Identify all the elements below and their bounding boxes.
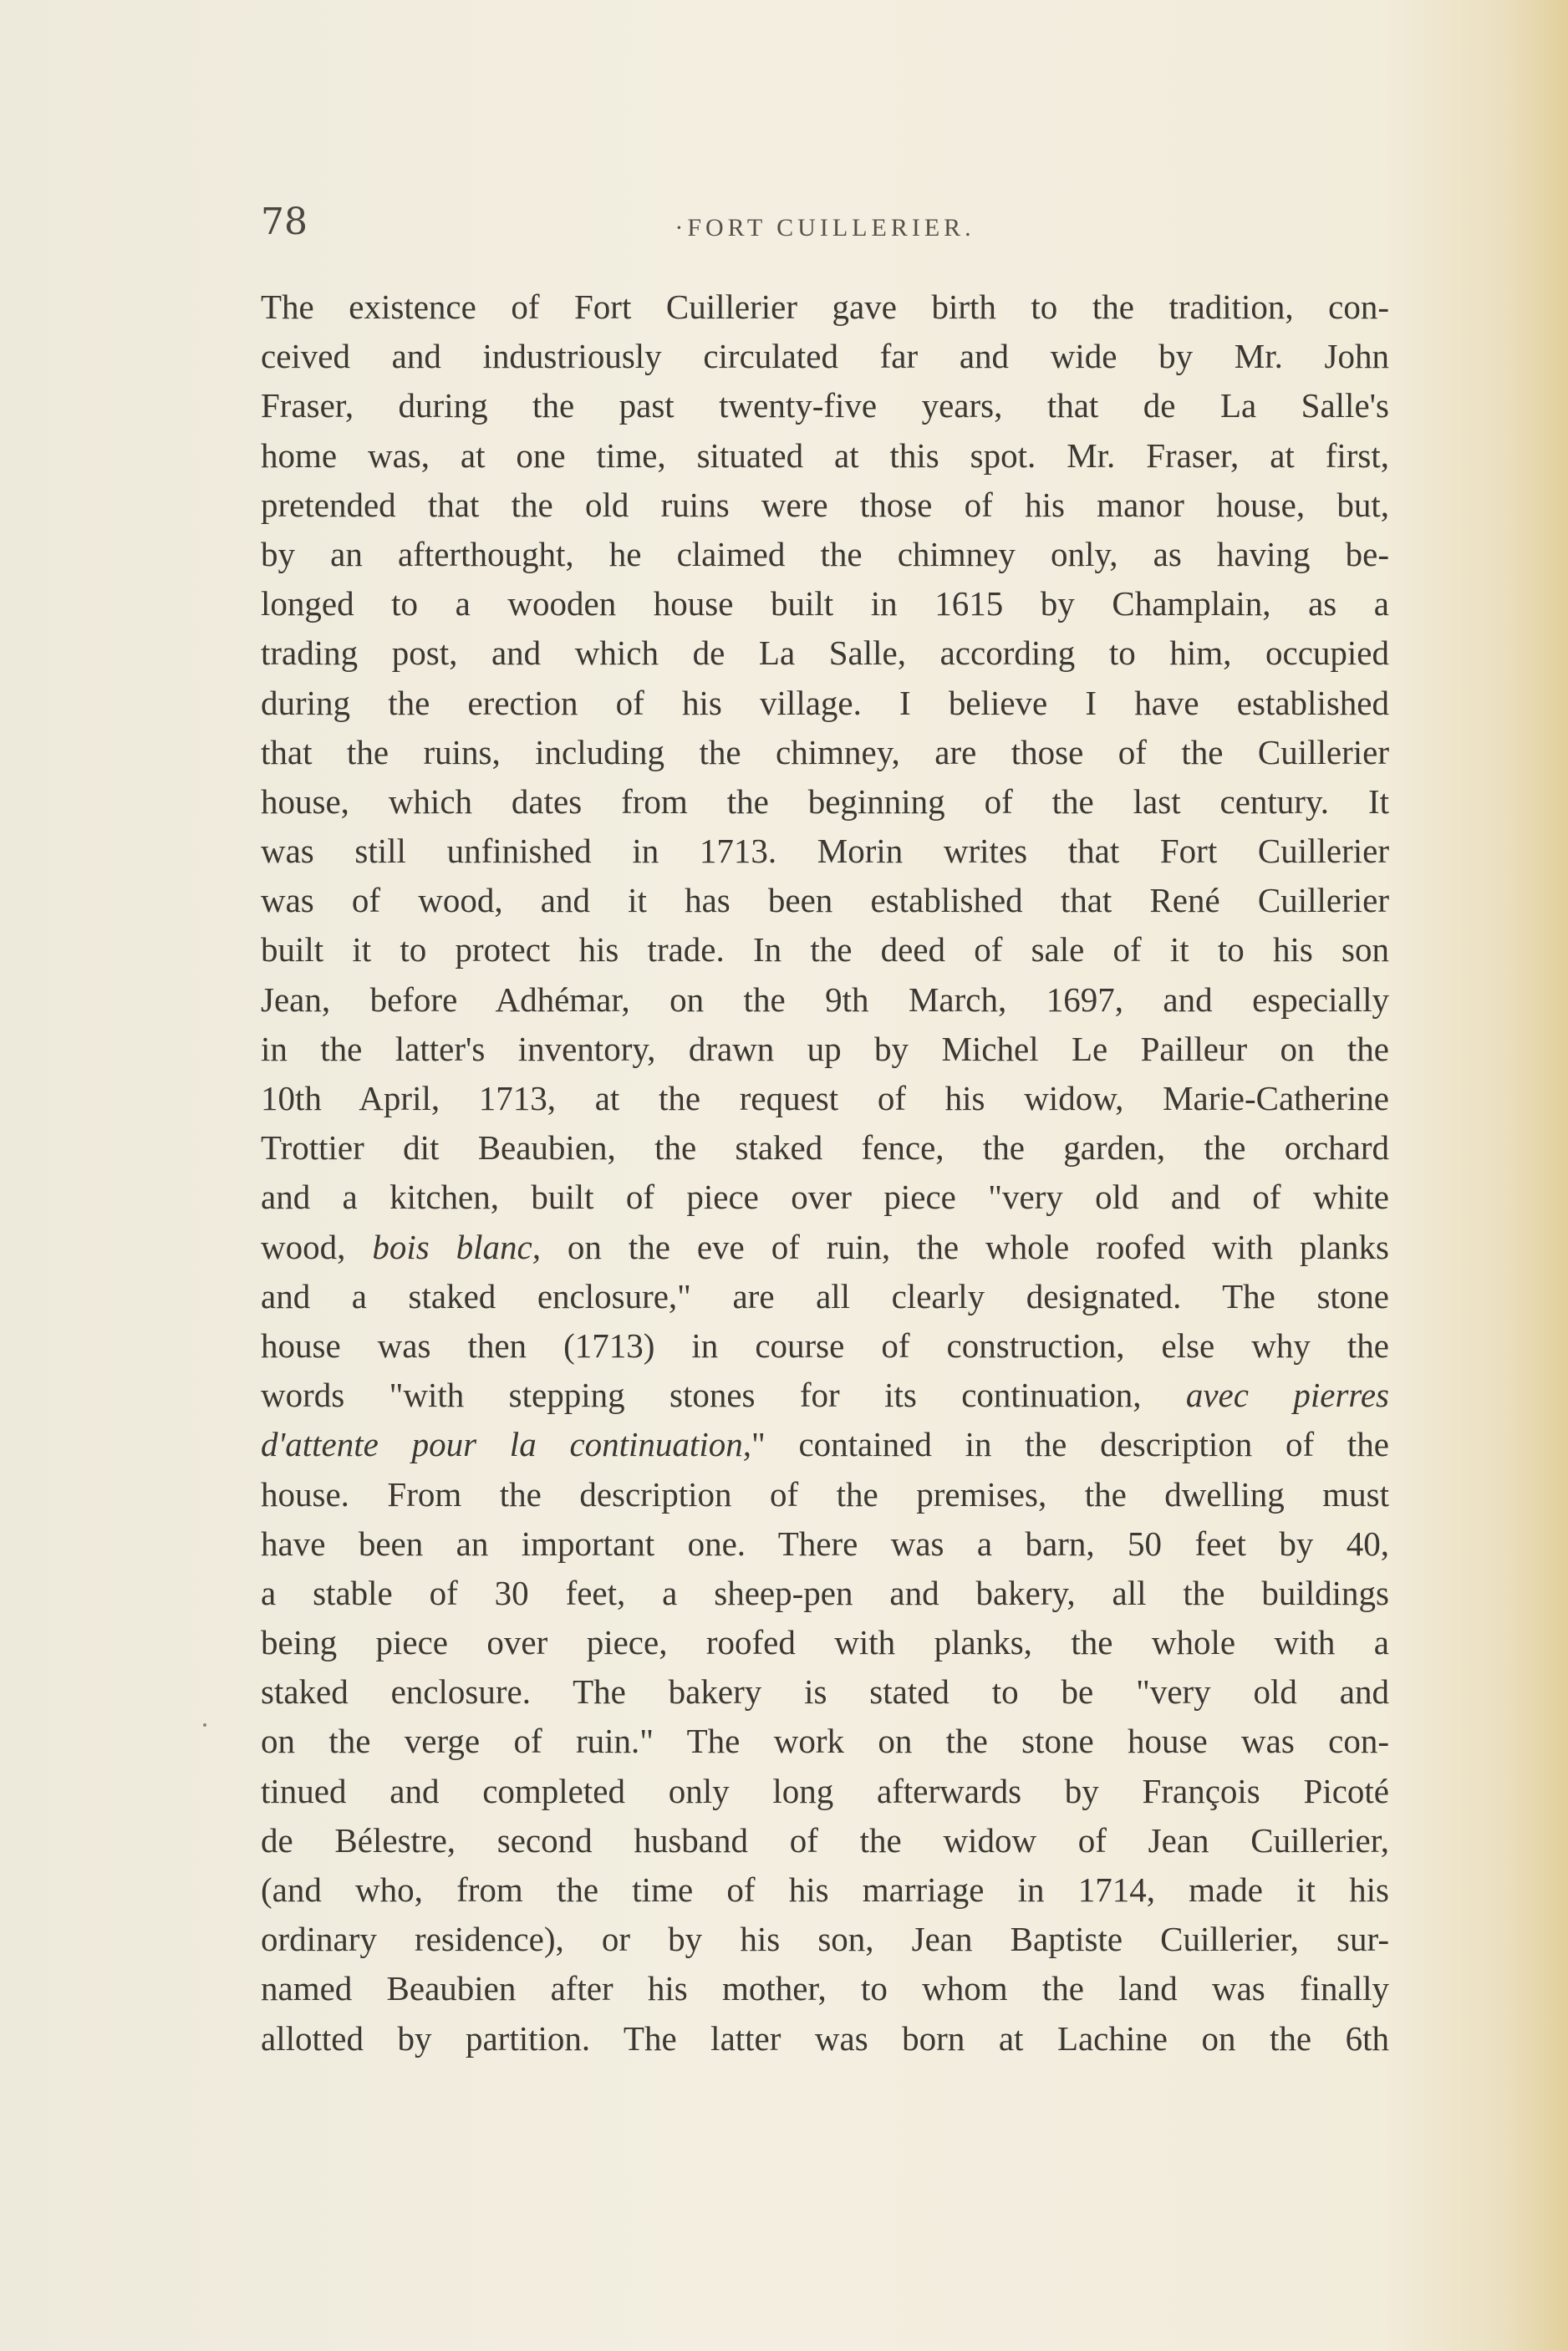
text-line: ordinary residence), or by his son, Jean Baptiste Cuillerier, sur- [261,1920,1389,1959]
text-line: named Beaubien after his mother, to whom the land was finally [261,1969,1389,2008]
text-line: being piece over piece, roofed with planks, the whole with a [261,1623,1389,1662]
page-number: 78 [261,201,308,243]
text-line: Trottier dit Beaubien, the staked fence, the garden, the orchard [261,1128,1389,1168]
text-line: was of wood, and it has been established that René Cuillerier [261,881,1389,920]
text-line: was still unfinished in 1713. Morin writes that Fort Cuillerier [261,832,1389,871]
text-line: Fraser, during the past twenty-five years, that de La Salle's [261,386,1389,425]
text-line: in the latter's inventory, drawn up by Michel Le Pailleur on the [261,1029,1389,1068]
text-line: and a kitchen, built of piece over piece "very old and of white [261,1178,1389,1217]
text-line: house, which dates from the beginning of the last century. It [261,781,1389,821]
text-line: 10th April, 1713, at the request of his widow, Marie-Catherine [261,1079,1389,1117]
italic-phrase: d'attente pour la continuation, [261,1425,751,1464]
text-line: that the ruins, including the chimney, are those of the Cuillerier [261,732,1389,771]
text-line: (and who, from the time of his marriage in 1714, made it his [261,1870,1389,1909]
running-title: ·FORT CUILLERIER. [675,214,975,242]
text-line: Jean, before Adhémar, on the 9th March, 1697, and especially [261,980,1389,1019]
text-line: staked enclosure. The bakery is stated to be "very old and [261,1672,1389,1712]
text-line: on the verge of ruin." The work on the stone house was con- [261,1722,1389,1761]
text-line: home was, at one time, situated at this spot. Mr. Fraser, at first, [261,435,1389,475]
text-line: house. From the description of the premises, the dwelling must [261,1474,1389,1514]
text-line [261,1371,1389,1420]
margin-speck [203,1723,206,1727]
text-line: during the erection of his village. I believe I have established [261,683,1389,722]
text-line: a stable of 30 feet, a sheep-pen and bakery, all the buildings [261,1573,1389,1612]
text-line: ceived and industriously circulated far and wide by Mr. John [261,337,1389,376]
page-header [261,201,1389,259]
text-line: have been an important one. There was a barn, 50 feet by 40, [261,1524,1389,1563]
text-line: allotted by partition. The latter was born at Lachine on the 6th [261,2018,1389,2058]
body-paragraph [261,282,1389,2063]
text-line: and a staked enclosure," are all clearly designated. The stone [261,1276,1389,1315]
text-segment: on the eve of ruin, the whole roofed with planks [540,1227,1390,1266]
text-line: built it to protect his trade. In the deed of sale of it to his son [261,930,1389,969]
text-line: de Bélestre, second husband of the widow of Jean Cuillerier, [261,1820,1389,1860]
text-line: The existence of Fort Cuillerier gave birth to the tradition, con- [261,288,1389,326]
text-line: trading post, and which de La Salle, according to him, occupied [261,634,1389,673]
italic-phrase: bois blanc, [372,1227,541,1266]
italic-phrase: avec pierres [1185,1376,1389,1415]
text-line: longed to a wooden house built in 1615 by Champlain, as a [261,584,1389,623]
text-line [261,1223,1389,1272]
text-line: house was then (1713) in course of construction, else why the [261,1326,1389,1365]
text-segment: wood, [261,1227,373,1266]
text-line: tinued and completed only long afterwards by François Picoté [261,1771,1389,1810]
text-line: pretended that the old ruins were those of his manor house, but, [261,485,1389,524]
text-segment: " contained in the description of the [751,1425,1390,1464]
text-segment: words "with stepping stones for its continuation, [261,1376,1186,1415]
text-line [261,1420,1389,1469]
text-line: by an afterthought, he claimed the chimney only, as having be- [261,534,1389,573]
